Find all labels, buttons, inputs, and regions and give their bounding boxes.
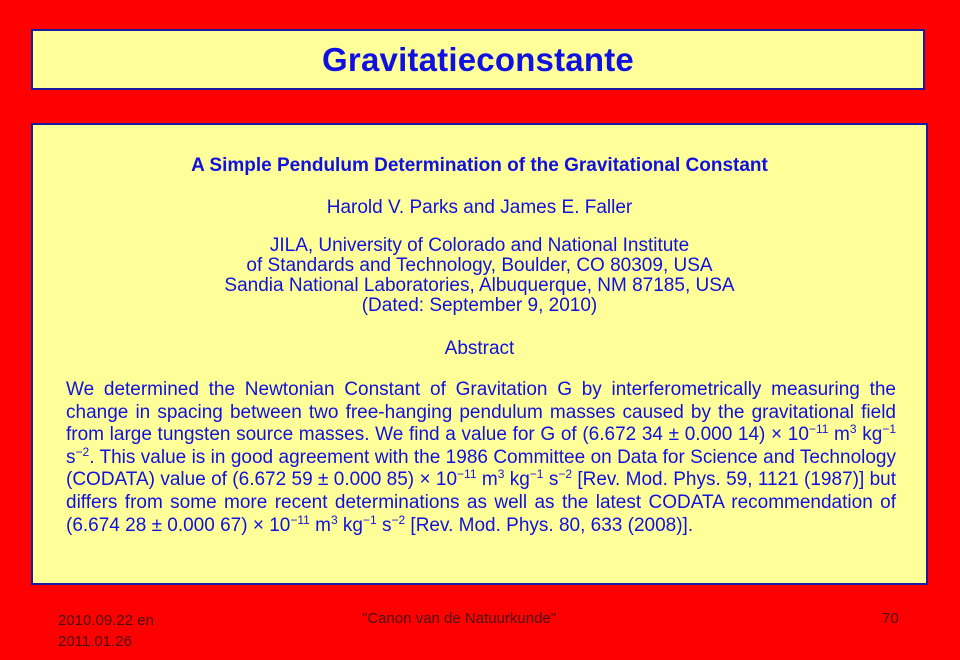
footer-date-line: 2010.09.22 en <box>58 612 154 629</box>
footer-date <box>58 610 154 652</box>
slide-title-box <box>31 29 925 90</box>
abstract-heading: Abstract <box>444 338 515 359</box>
paper-affiliation <box>33 236 926 316</box>
slide-title: Gravitatieconstante <box>322 40 634 78</box>
affiliation-line: Sandia National Laboratories, Albuquerque, NM 87185, USA <box>224 275 735 296</box>
affiliation-line: of Standards and Technology, Boulder, CO 80309, USA <box>246 255 713 276</box>
affiliation-line: JILA, University of Colorado and National Institute <box>269 235 690 256</box>
footer-page-number: 70 <box>882 610 899 627</box>
footer-course-title: "Canon van de Natuurkunde" <box>362 610 557 627</box>
footer-date-line: 2011.01.26 <box>58 633 132 650</box>
paper-date: (Dated: September 9, 2010) <box>361 295 598 316</box>
paper-content-box <box>31 123 928 585</box>
paper-authors: Harold V. Parks and James E. Faller <box>326 197 633 218</box>
abstract-text: We determined the Newtonian Constant of Gravitation G by interferometrically measuring the change in spacing between two free-hanging pendulum masses caused by the gravitational field from large tungsten source masses. We find a value for G of (6.672 34 ± 0.000 $14) \times 10^{-11}$ $m^3$ $kg^{-1}$ $s^{-2}$. This value is in good agreement with the 1986 Committee on Data for Science and Technology (CODATA) value of (6.672 59 ± 0.000 $85) \times 10^{-11}$ $m^3$ $kg^{-1}$ $s^{-2}$ [Rev. Mod. Phys. 59, 1121 (1987)] but differs from some more recent determinations as well as the latest CODATA recommendation of (6.674 28 ± 0.000 $67) \times 10^{-11}$ $m^3$ $kg^{-1}$ $s^{-2}$ [Rev. Mod. Phys. 80, 633 (2008)]. <box>66 379 896 536</box>
paper-title: A Simple Pendulum Determination of the Gravitational Constant <box>191 155 768 176</box>
